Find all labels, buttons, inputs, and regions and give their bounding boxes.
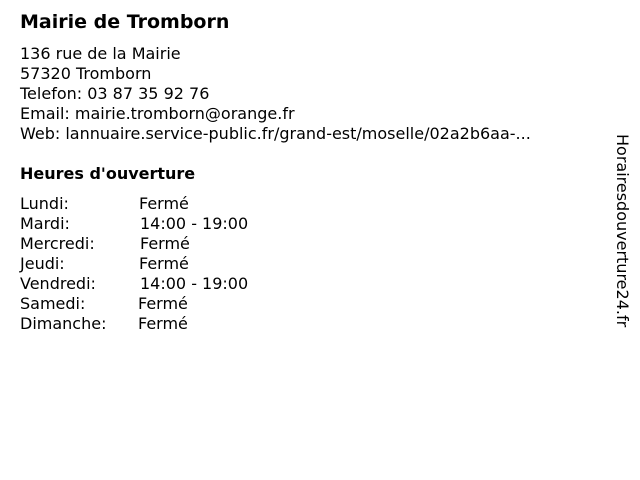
opening-hours-list bbox=[20, 194, 320, 334]
day-hours: Fermé bbox=[139, 194, 189, 213]
phone-number: Telefon: 03 87 35 92 76 bbox=[20, 84, 210, 103]
day-hours: Fermé bbox=[139, 254, 189, 273]
day-hours: 14:00 - 19:00 bbox=[140, 274, 249, 293]
day-label: Dimanche: bbox=[20, 314, 107, 333]
hours-heading: Heures d'ouverture bbox=[20, 164, 196, 183]
site-watermark: Horairesdouverture24.fr bbox=[613, 134, 632, 328]
day-label: Lundi: bbox=[20, 194, 69, 213]
page-title: Mairie de Tromborn bbox=[20, 11, 230, 33]
website-link: Web: lannuaire.service-public.fr/grand-est/moselle/02a2b6aa-... bbox=[20, 124, 531, 143]
hours-row-friday bbox=[20, 274, 320, 294]
day-hours: Fermé bbox=[138, 314, 188, 333]
contact-block bbox=[20, 44, 531, 144]
day-label: Vendredi: bbox=[20, 274, 96, 293]
hours-row-saturday bbox=[20, 294, 320, 314]
day-label: Mercredi: bbox=[20, 234, 95, 253]
day-label: Mardi: bbox=[20, 214, 70, 233]
hours-row-tuesday bbox=[20, 214, 320, 234]
city-postal: 57320 Tromborn bbox=[20, 64, 152, 83]
street-address: 136 rue de la Mairie bbox=[20, 44, 181, 63]
day-label: Jeudi: bbox=[20, 254, 65, 273]
hours-row-thursday bbox=[20, 254, 320, 274]
day-hours: Fermé bbox=[138, 294, 188, 313]
day-hours: 14:00 - 19:00 bbox=[140, 214, 249, 233]
hours-row-wednesday bbox=[20, 234, 320, 254]
email-address: Email: mairie.tromborn@orange.fr bbox=[20, 104, 295, 123]
hours-row-sunday bbox=[20, 314, 320, 334]
day-hours: Fermé bbox=[140, 234, 190, 253]
day-label: Samedi: bbox=[20, 294, 86, 313]
hours-row-monday bbox=[20, 194, 320, 214]
